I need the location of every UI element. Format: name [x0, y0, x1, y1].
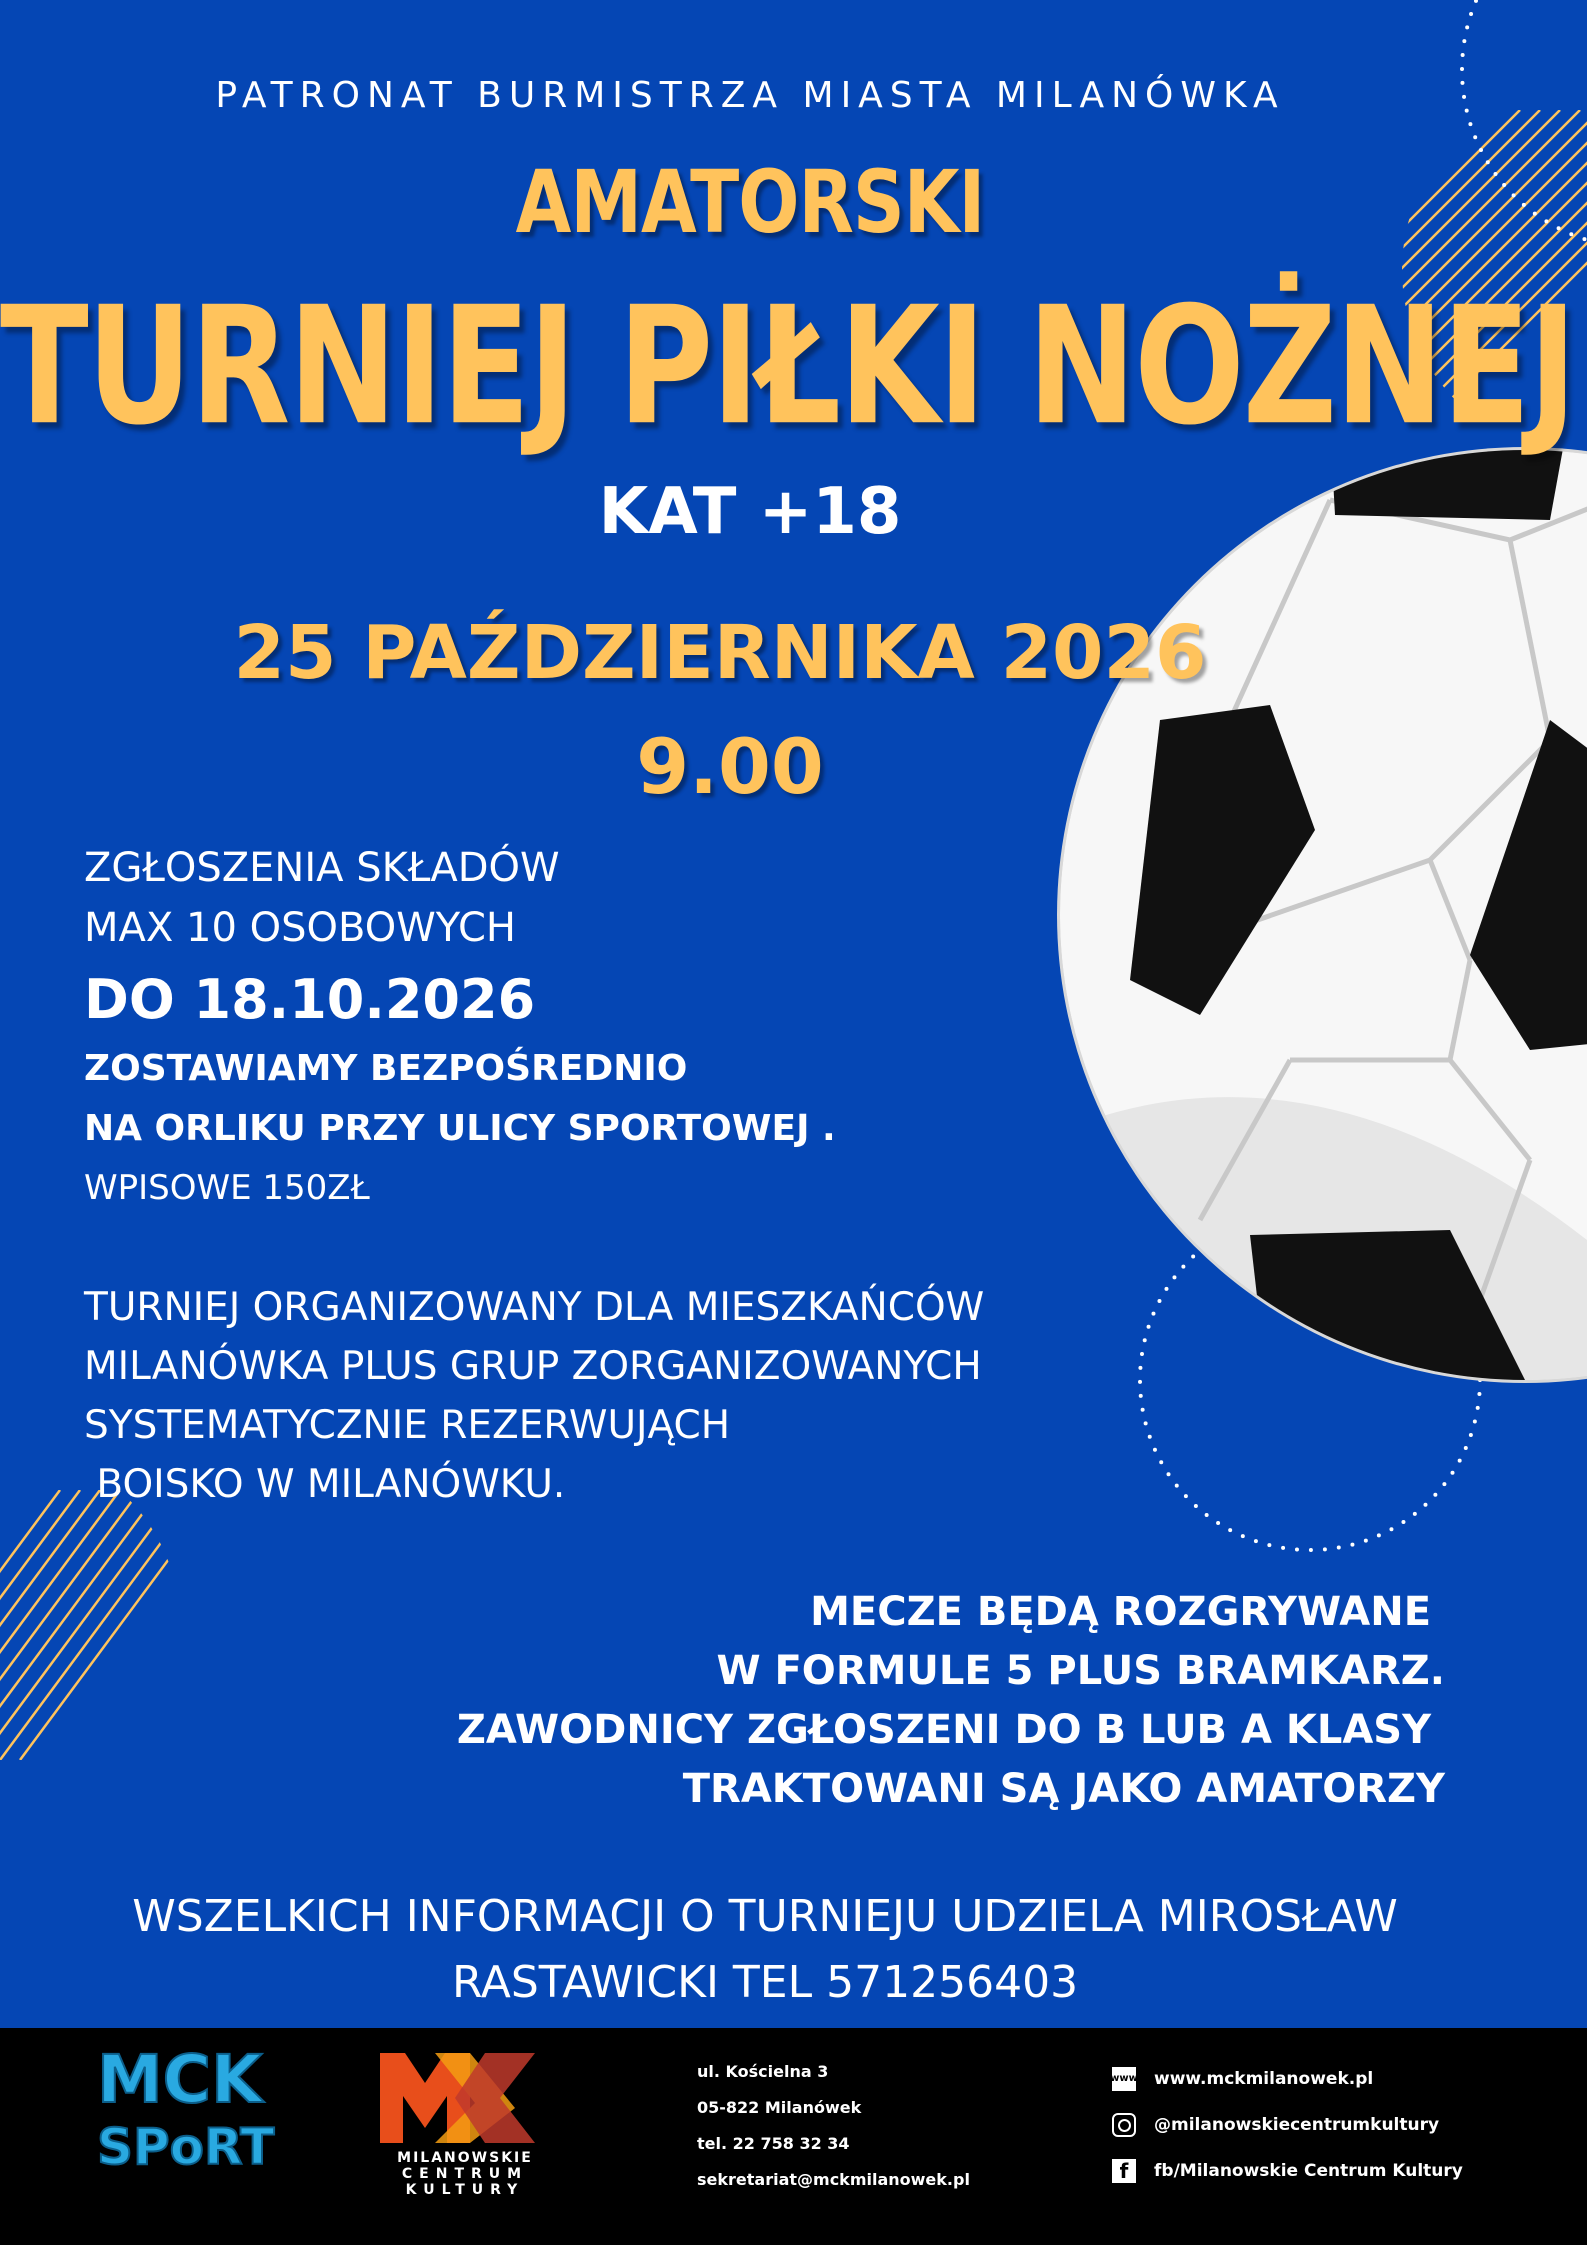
soccer-ball-image: [1030, 420, 1587, 1410]
address-phone: tel. 22 758 32 34: [697, 2134, 850, 2153]
amateur-label: AMATORSKI: [515, 151, 985, 253]
event-time: 9.00: [636, 722, 824, 811]
social-instagram[interactable]: [1112, 2102, 1463, 2148]
registration-line-5: NA ORLIKU PRZY ULICY SPORTOWEJ .: [84, 1108, 836, 1149]
mck-sport-logo-top: MCK: [97, 2042, 263, 2118]
social-instagram-text: @milanowskiecentrumkultury: [1154, 2115, 1440, 2135]
mck-kultury-logo-line2: CENTRUM: [401, 2166, 529, 2182]
contact-info: [0, 1884, 1530, 2016]
registration-line-1: ZGŁOSZENIA SKŁADÓW: [84, 845, 560, 891]
contact-line-1: WSZELKICH INFORMACJI O TURNIEJU UDZIELA MIROSŁAW: [132, 1891, 1398, 1942]
web-icon: www: [1112, 2067, 1136, 2091]
description-paragraph: [84, 1278, 984, 1514]
social-web-text: www.mckmilanowek.pl: [1154, 2069, 1374, 2089]
event-title: TURNIEJ PIŁKI NOŻNEJ: [0, 271, 1575, 461]
patronage-line: PATRONAT BURMISTRZA MIASTA MILANÓWKA: [215, 75, 1285, 116]
category-label: KAT +18: [598, 475, 902, 549]
rules-paragraph: [457, 1583, 1445, 1819]
registration-deadline: DO 18.10.2026: [84, 968, 536, 1031]
mck-sport-logo-bottom: SPoRT: [97, 2118, 275, 2172]
description-line: MILANÓWKA PLUS GRUP ZORGANIZOWANYCH: [84, 1344, 982, 1389]
instagram-icon: [1112, 2113, 1136, 2137]
mck-kultury-logo-line1: MILANOWSKIE: [397, 2150, 533, 2166]
contact-line-2: RASTAWICKI TEL 571256403: [451, 1957, 1079, 2008]
social-facebook-text: fb/Milanowskie Centrum Kultury: [1154, 2161, 1463, 2181]
description-line: TURNIEJ ORGANIZOWANY DLA MIESZKAŃCÓW: [84, 1285, 985, 1330]
rules-line: MECZE BĘDĄ ROZGRYWANE: [810, 1589, 1445, 1635]
mck-sport-logo: [92, 2042, 282, 2172]
description-line: SYSTEMATYCZNIE REZERWUJĄCH: [84, 1403, 731, 1448]
decorative-stripes-left: [0, 1490, 200, 1760]
entry-fee: WPISOWE 150ZŁ: [84, 1168, 370, 1208]
registration-line-2: MAX 10 OSOBOWYCH: [84, 905, 516, 951]
registration-line-4: ZOSTAWIAMY BEZPOŚREDNIO: [84, 1048, 688, 1089]
mck-kultury-logo: [375, 2048, 555, 2198]
description-line: BOISKO W MILANÓWKU.: [84, 1462, 566, 1507]
event-date: 25 PAŹDZIERNIKA 2026: [233, 610, 1207, 696]
social-web[interactable]: [1112, 2056, 1463, 2102]
address-street: ul. Kościelna 3: [697, 2062, 829, 2081]
address-city: 05-822 Milanówek: [697, 2098, 862, 2117]
rules-line: W FORMULE 5 PLUS BRAMKARZ.: [716, 1648, 1445, 1694]
footer-social: [1112, 2056, 1463, 2194]
rules-line: ZAWODNICY ZGŁOSZENI DO B LUB A KLASY: [456, 1707, 1445, 1753]
mck-kultury-logo-line3: KULTURY: [405, 2182, 525, 2198]
rules-line: TRAKTOWANI SĄ JAKO AMATORZY: [682, 1766, 1445, 1812]
facebook-icon: f: [1112, 2159, 1136, 2183]
footer-address: [697, 2054, 970, 2198]
social-facebook[interactable]: [1112, 2148, 1463, 2194]
address-email[interactable]: sekretariat@mckmilanowek.pl: [697, 2170, 970, 2189]
